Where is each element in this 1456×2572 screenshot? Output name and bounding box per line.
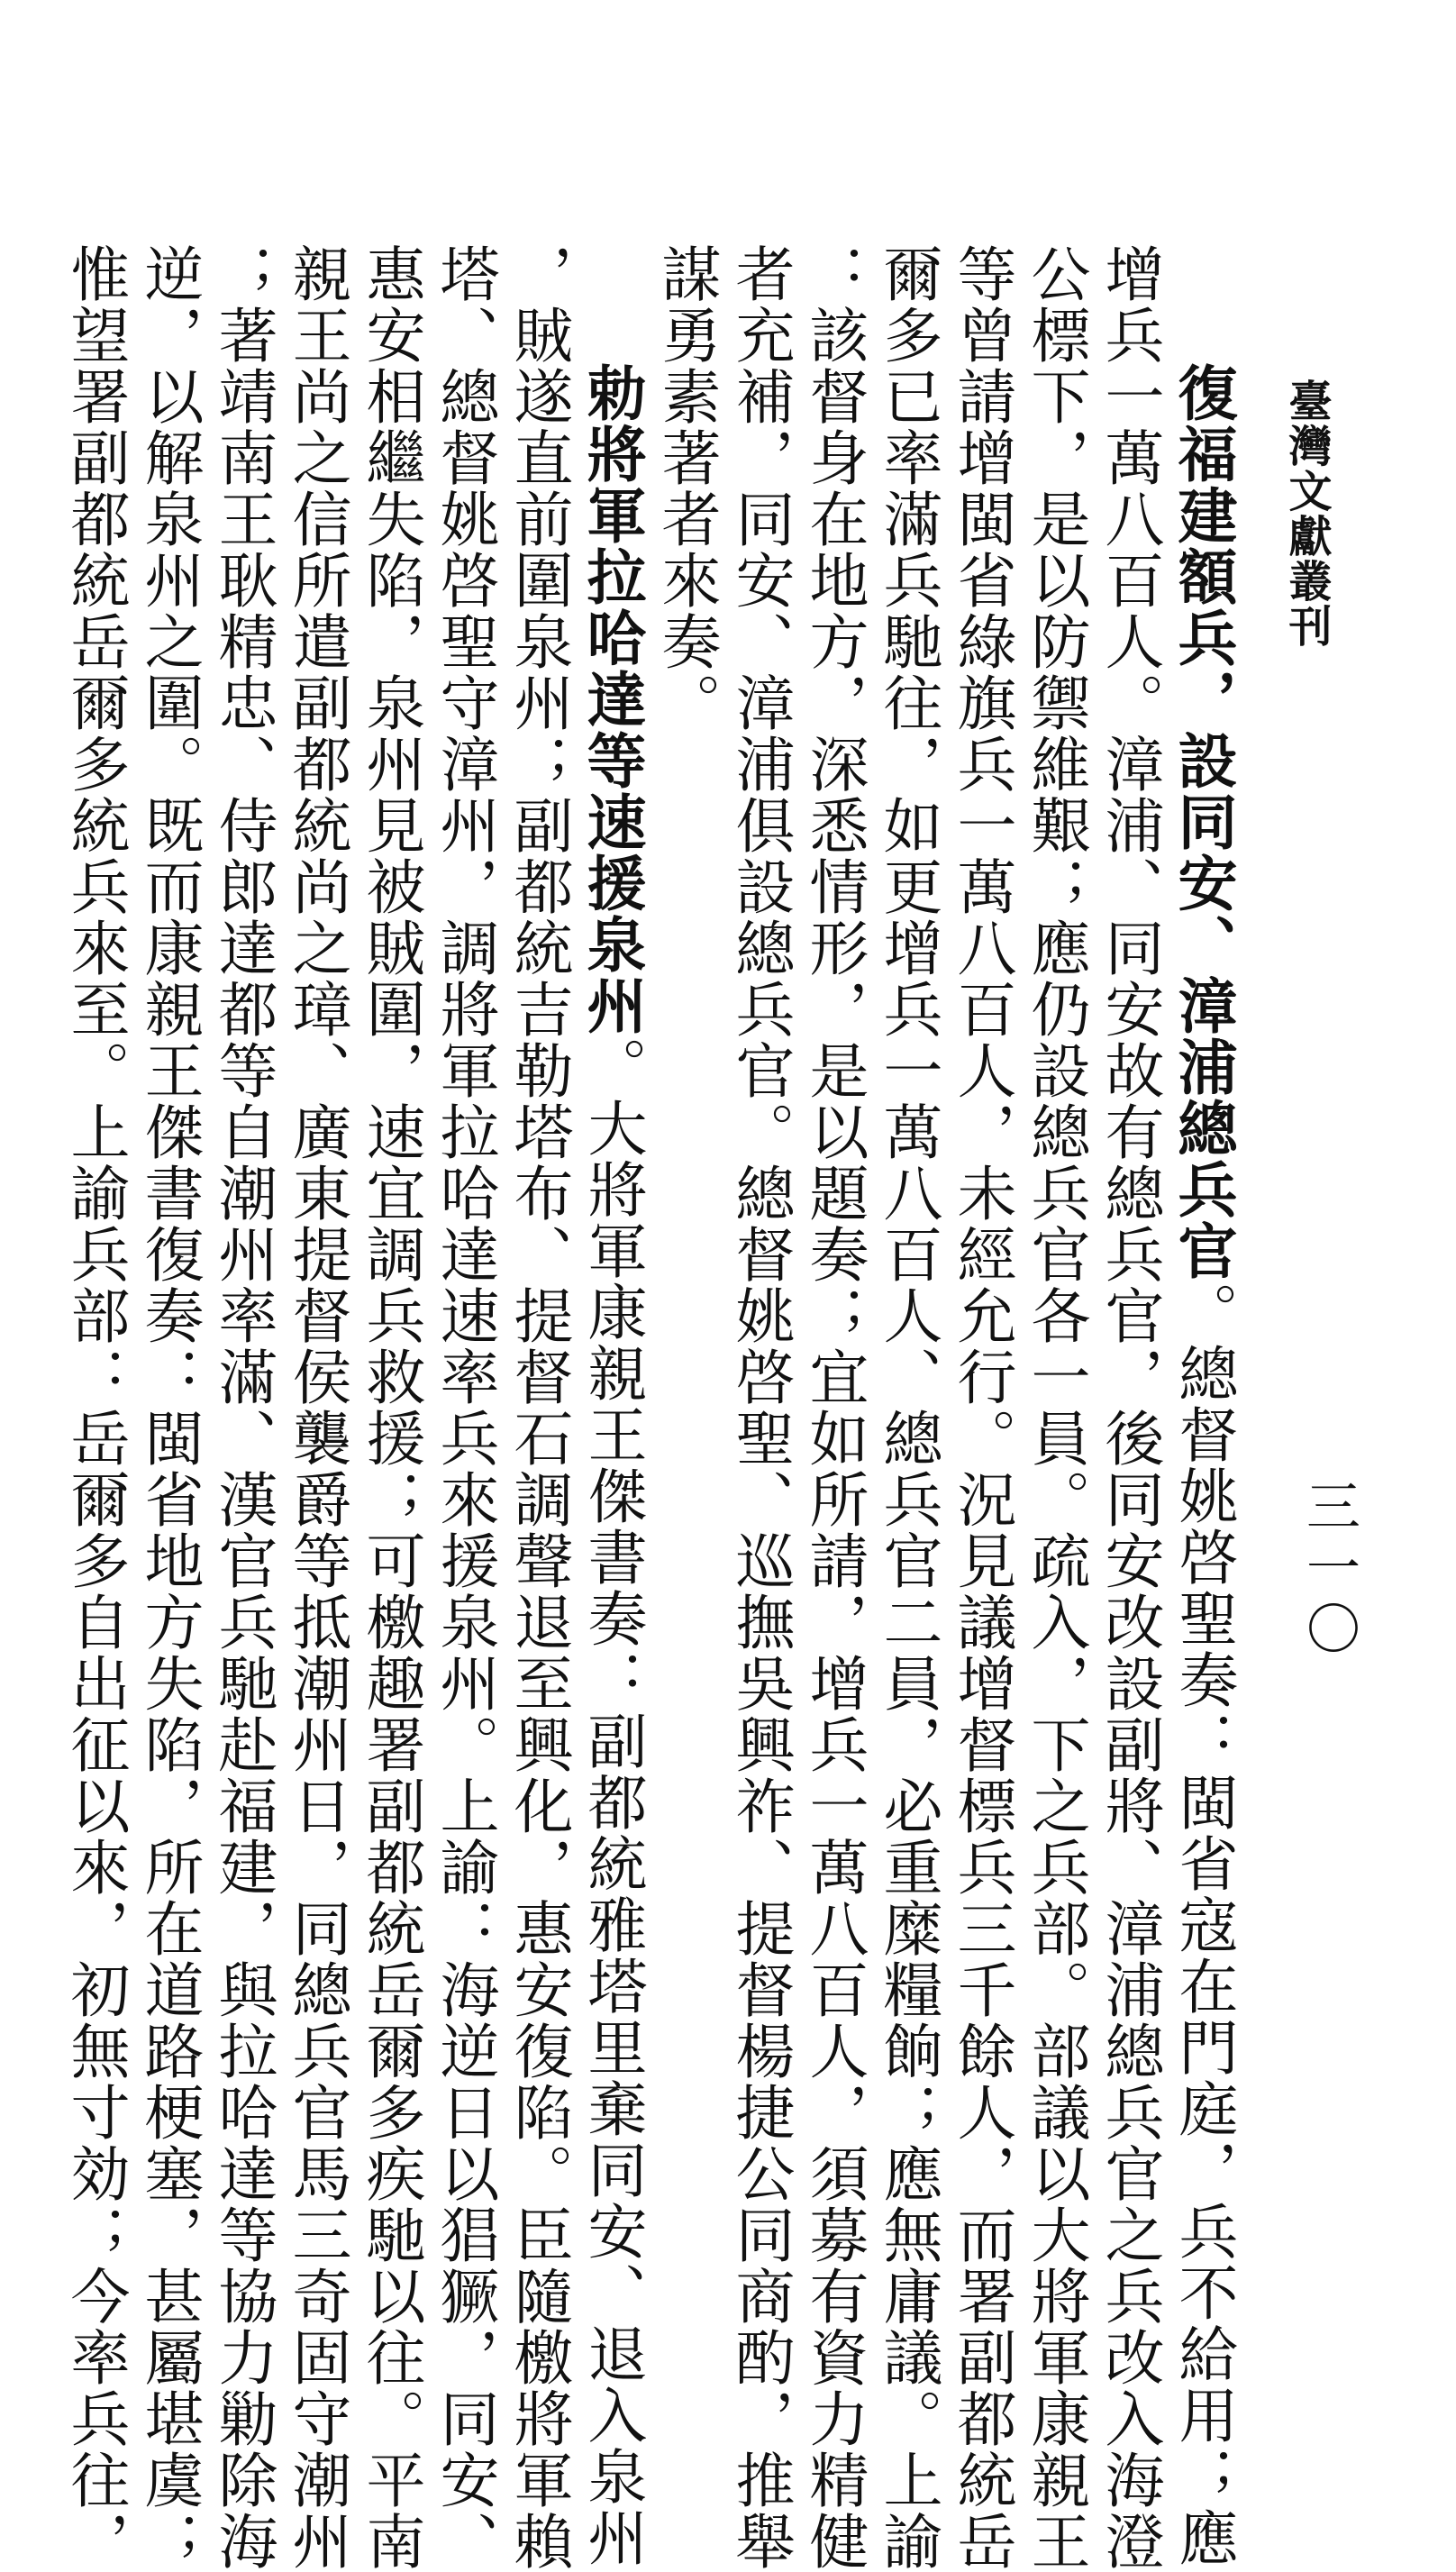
column-text: 逆，以解泉州之圍。既而康親王傑書復奏：閩省地方失陷，所在道路梗塞，甚屬堪虞； (134, 243, 204, 2572)
text-column (1166, 243, 1240, 2568)
text-column (132, 243, 205, 2572)
column-text: 等曾請增閩省綠旗兵一萬八百人，未經允行。況見議增督標兵三千餘人，而署副都統岳 (947, 243, 1016, 2572)
column-text: 塔、總督姚啓聖守漳州，調將軍拉哈達速率兵來援泉州。上諭：海逆日以猖獗，同安、 (430, 243, 499, 2572)
column-text: 謀勇素著者來奏。 (651, 243, 721, 734)
column-text: 。總督姚啓聖奏：閩省寇在門庭，兵不給用；應 (1169, 1281, 1238, 2568)
column-text: ；著靖南王耿精忠、侍郎達都等自潮州率滿、漢官兵馳赴福建，與拉哈達等協力勦除海 (208, 243, 278, 2572)
column-text: 惟望署副都統岳爾多統兵來至。上諭兵部：岳爾多自出征以來，初無寸効；今率兵往， (60, 243, 130, 2572)
column-text: 親王尚之信所遣副都統尚之璋、廣東提督侯襲爵等抵潮州日，同總兵官馬三奇固守潮州 (282, 243, 351, 2572)
text-column (870, 243, 944, 2572)
text-column (944, 243, 1018, 2572)
text-column (427, 243, 501, 2572)
text-column (58, 243, 132, 2572)
text-column (723, 243, 796, 2572)
text-column (1092, 243, 1166, 2572)
column-text: 增兵一萬八百人。漳浦、同安故有總兵官，後同安改設副將、漳浦總兵官之兵改入海澄 (1095, 243, 1164, 2572)
text-column (575, 243, 649, 2568)
column-text: ，賊遂直前圍泉州；副都統吉勒塔布、提督石調聲退至興化，惠安復陷。臣隨檄將軍賴 (504, 243, 573, 2572)
body-text (58, 243, 1240, 2572)
text-column (796, 243, 870, 2572)
text-column (501, 243, 575, 2572)
column-text: 者充補，同安、漳浦俱設總兵官。總督姚啓聖、巡撫吳興祚、提督楊捷公同商酌，推舉 (725, 243, 795, 2572)
text-column (205, 243, 279, 2572)
column-text: 。大將軍康親王傑書奏：副都統雅塔里棄同安、退入泉州 (578, 1036, 647, 2568)
section-heading: 復福建額兵，設同安、漳浦總兵官 (1168, 362, 1238, 1281)
section-heading: 勅將軍拉哈達等速援泉州 (577, 362, 647, 1036)
text-column (279, 243, 353, 2572)
text-column (1018, 243, 1092, 2572)
running-head: 臺灣文獻叢刊 (1281, 379, 1332, 649)
text-column (649, 243, 723, 2010)
page-number: 三一〇 (1297, 1478, 1360, 1662)
column-text: 惠安相繼失陷，泉州見被賊圍，速宜調兵救援；可檄趣署副都統岳爾多疾馳以往。平南 (356, 243, 425, 2572)
column-text: 公標下，是以防禦維艱；應仍設總兵官各一員。疏入，下之兵部。部議以大將軍康親王 (1021, 243, 1090, 2572)
column-text: ：該督身在地方，深悉情形，是以題奏；宜如所請，增兵一萬八百人，須募有資力精健 (799, 243, 869, 2572)
column-text: 爾多已率滿兵馳往，如更增兵一萬八百人、總兵官二員，必重糜糧餉；應無庸議。上諭 (873, 243, 942, 2572)
text-column (353, 243, 427, 2572)
